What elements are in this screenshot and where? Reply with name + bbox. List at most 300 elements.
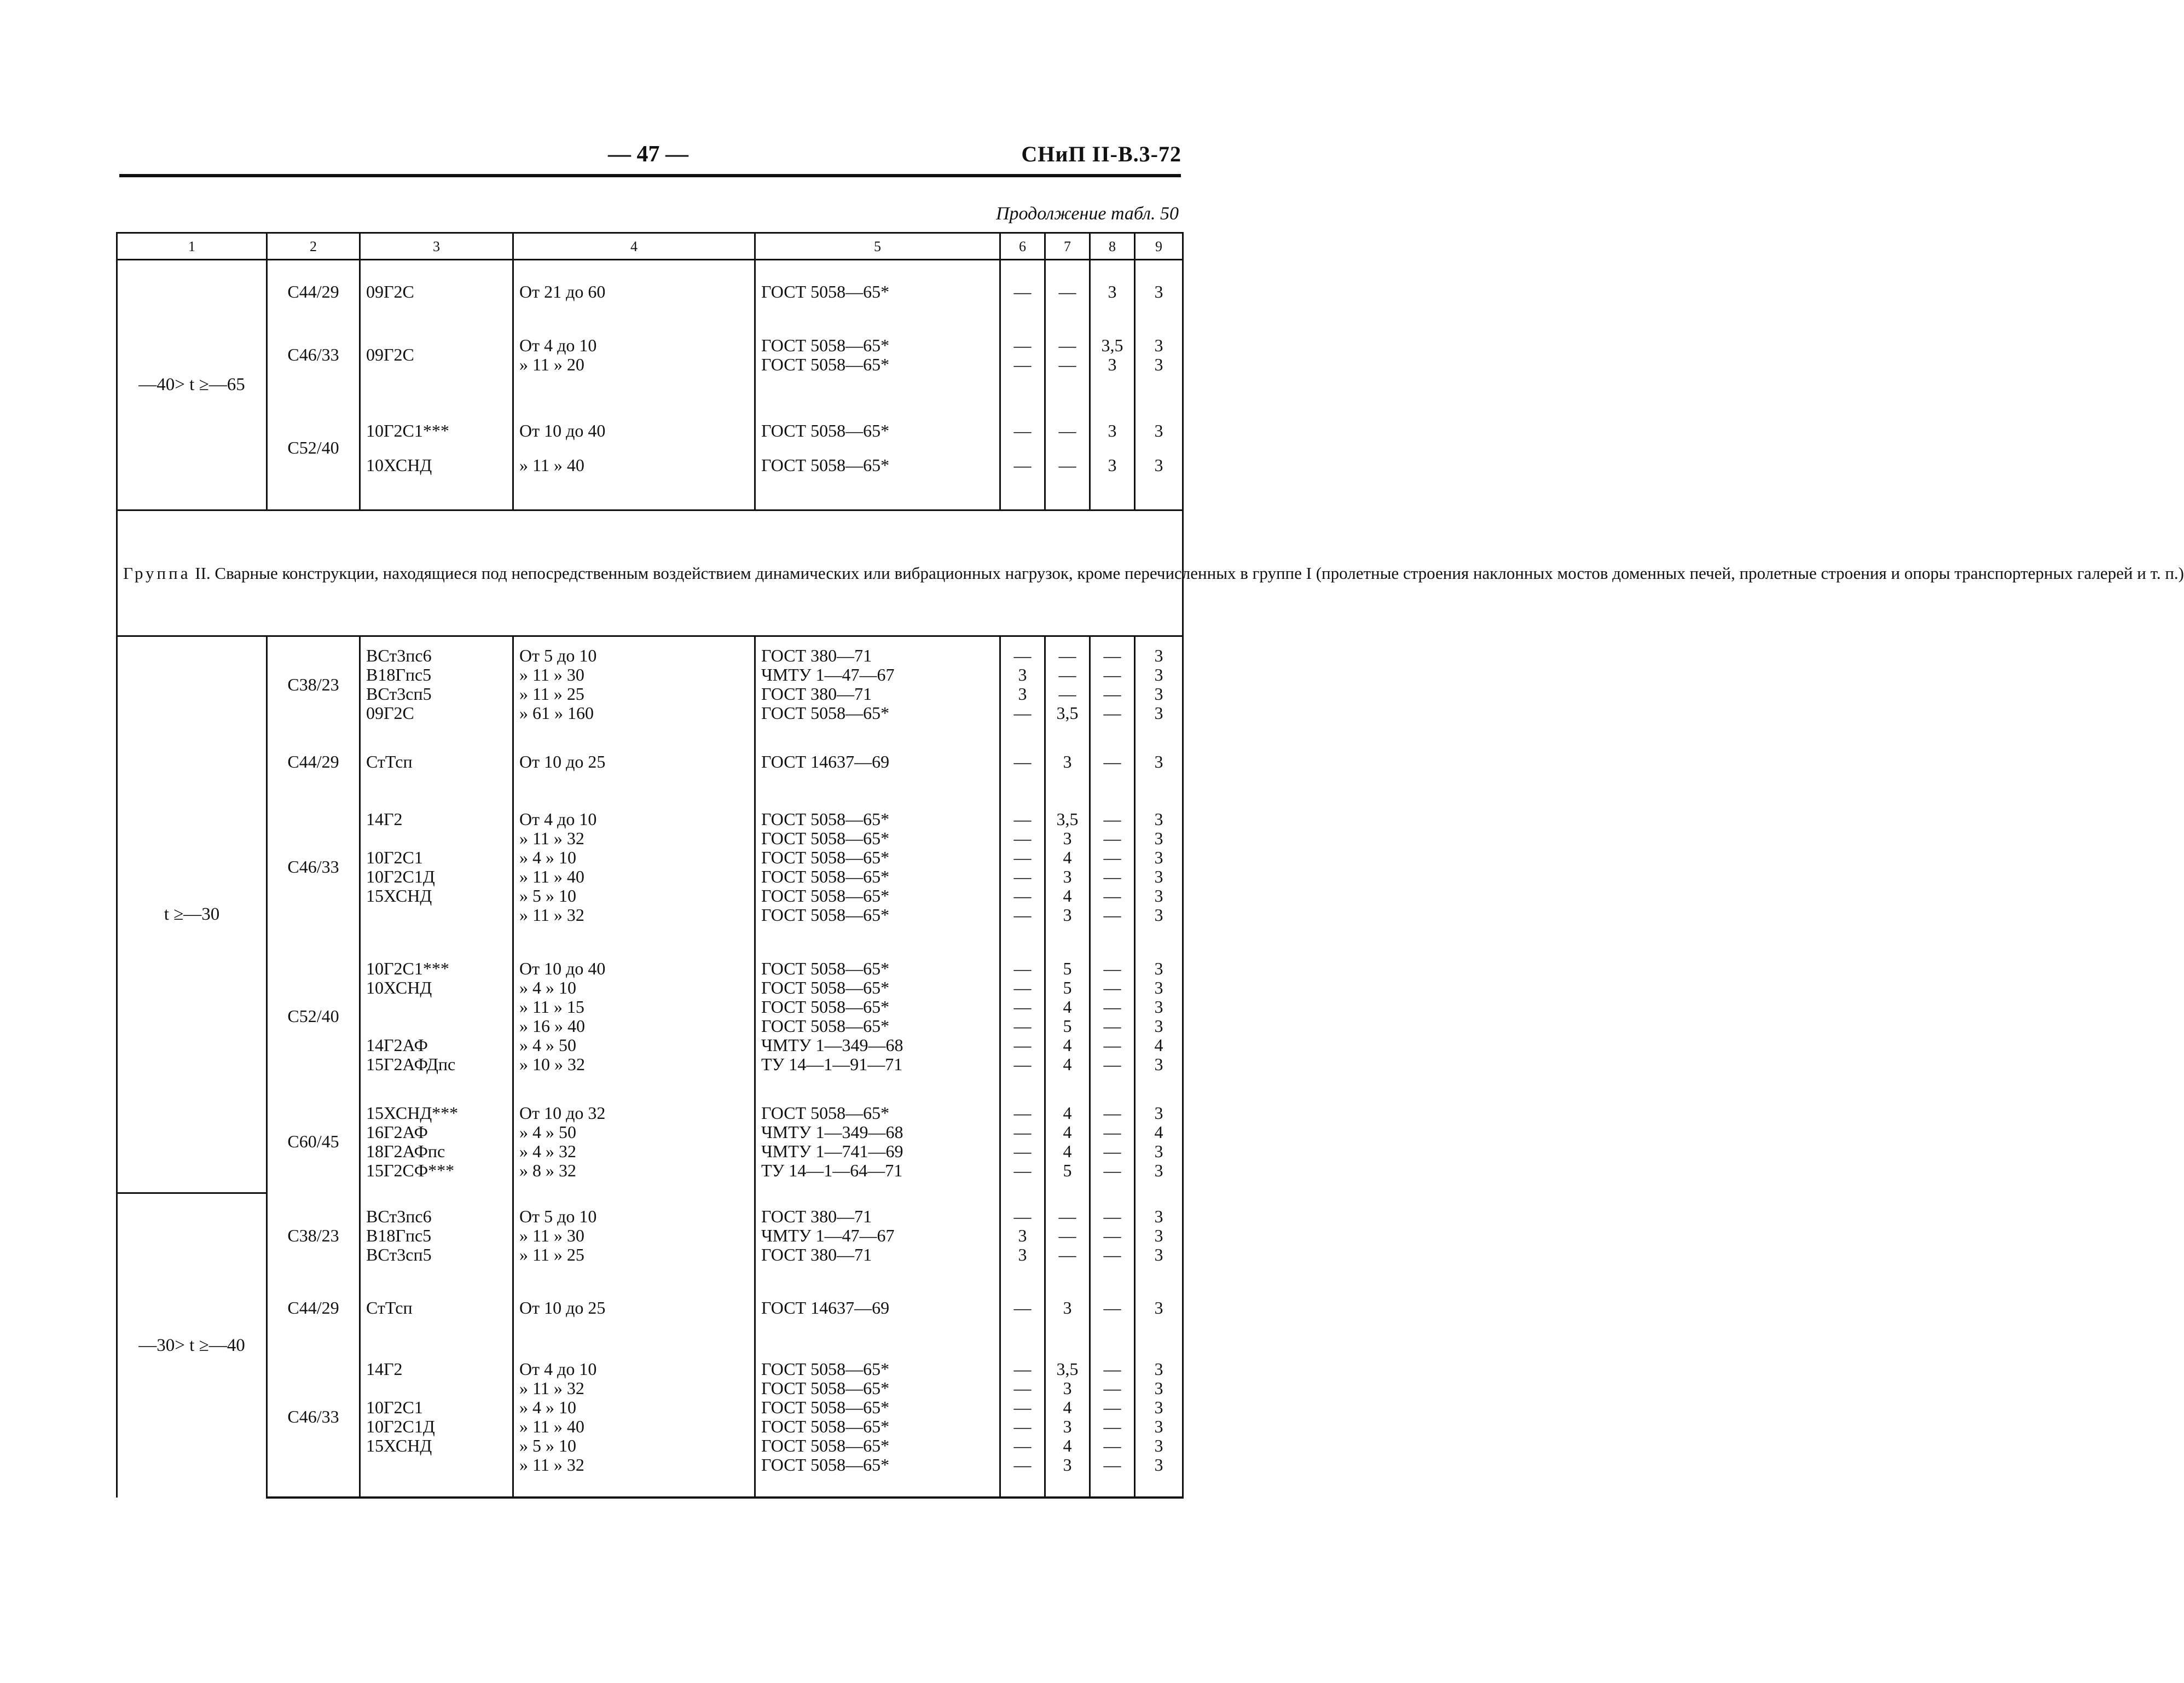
column-number: 3 xyxy=(360,233,513,260)
col8-value: — xyxy=(1103,996,1121,1017)
col6-value: — xyxy=(1013,420,1032,440)
standard-ref: ТУ 14—1—91—71 xyxy=(761,1054,903,1074)
col9-cell xyxy=(1135,1338,1183,1498)
col6-value: — xyxy=(1013,885,1032,906)
steel-grade-cell: С52/40 xyxy=(267,387,360,510)
col9-value: 3 xyxy=(1154,1359,1163,1379)
col7-value: 4 xyxy=(1063,1035,1072,1055)
steel-grade-cell: С52/40 xyxy=(267,943,360,1090)
col7-value: 3 xyxy=(1063,1298,1072,1318)
steel-name: В18Гпс5 xyxy=(366,665,432,685)
steel-cell xyxy=(360,1193,513,1279)
col6-value: 3 xyxy=(1018,1245,1027,1264)
col7-value: — xyxy=(1058,684,1076,704)
col9-cell xyxy=(1135,792,1183,943)
col9-value: 3 xyxy=(1154,752,1163,771)
col8-value: — xyxy=(1103,1359,1121,1379)
group-note-lead: Группа xyxy=(123,563,191,583)
col7-value: 3 xyxy=(1063,904,1072,925)
col9-value: 3 xyxy=(1154,335,1163,355)
thickness-range: » 11 » 25 xyxy=(519,1245,584,1264)
col8-value: — xyxy=(1103,1035,1121,1055)
standard-ref: ГОСТ 5058—65* xyxy=(761,1435,890,1455)
thickness-range: От 10 до 32 xyxy=(519,1102,606,1123)
steel-name: 09Г2С xyxy=(366,345,414,364)
col6-cell xyxy=(1000,1279,1045,1338)
group-note-text: II. Сварные конструкции, находящиеся под непосредственным воздействием динамических или вибрационных нагрузок, кроме перечисленных в группе I (пролетные строения наклонных мостов доменных печей, пролетные строения и опоры транспортерных галерей и т. п.) xyxy=(190,563,2184,583)
col6-cell xyxy=(1000,792,1045,943)
steel-grade-cell: С46/33 xyxy=(267,323,360,387)
standard-ref: ГОСТ 5058—65* xyxy=(761,977,890,997)
thickness-range: От 21 до 60 xyxy=(519,281,606,301)
standard-ref: ГОСТ 5058—65* xyxy=(761,1015,890,1036)
col9-value: 3 xyxy=(1154,866,1163,886)
steel-name: 15Г2АФДпс xyxy=(366,1054,456,1074)
standard-ref: ГОСТ 380—71 xyxy=(761,1206,872,1226)
col6-value: — xyxy=(1013,1206,1032,1226)
standard-ref: ЧМТУ 1—47—67 xyxy=(761,665,895,685)
col6-value: — xyxy=(1013,281,1032,301)
col7-value: 4 xyxy=(1063,1397,1072,1417)
col9-value: 3 xyxy=(1154,977,1163,997)
col7-value: — xyxy=(1058,281,1076,301)
column-number: 5 xyxy=(755,233,1000,260)
steel-name xyxy=(366,906,507,925)
thickness-range: » 5 » 10 xyxy=(519,885,576,906)
col6-cell xyxy=(1000,387,1045,510)
standard-cell xyxy=(755,1279,1000,1338)
col8-cell xyxy=(1090,636,1135,733)
col6-value: — xyxy=(1013,1160,1032,1180)
col8-value: 3 xyxy=(1108,455,1117,475)
thickness-range: » 11 » 32 xyxy=(519,1454,584,1475)
col8-value: — xyxy=(1103,1245,1121,1264)
group-note-row xyxy=(117,510,1183,636)
thickness-cell xyxy=(513,260,755,323)
col8-value: — xyxy=(1103,1416,1121,1436)
col6-value: — xyxy=(1013,646,1032,666)
standard-ref: ГОСТ 5058—65* xyxy=(761,703,890,723)
col6-value: — xyxy=(1013,1015,1032,1036)
steel-cell xyxy=(360,733,513,792)
steel-name: 14Г2АФ xyxy=(366,1035,428,1055)
steel-name: ВСт3пс6 xyxy=(366,1206,432,1226)
thickness-range: » 4 » 10 xyxy=(519,847,576,867)
thickness-range: » 11 » 40 xyxy=(519,455,584,475)
thickness-range: От 5 до 10 xyxy=(519,1206,597,1226)
col9-value: 3 xyxy=(1154,1226,1163,1245)
col9-value: 3 xyxy=(1154,684,1163,704)
standard-ref: ГОСТ 5058—65* xyxy=(761,335,890,355)
standard-ref: ЧМТУ 1—349—68 xyxy=(761,1035,903,1055)
temperature-range-cell: t ≥—30 xyxy=(117,636,267,1193)
col7-value: 4 xyxy=(1063,885,1072,906)
col6-value: — xyxy=(1013,1054,1032,1074)
col7-value: 3 xyxy=(1063,752,1072,771)
thickness-range: » 4 » 10 xyxy=(519,1397,576,1417)
col9-value: 3 xyxy=(1154,1454,1163,1475)
thickness-range: От 10 до 40 xyxy=(519,958,606,978)
steel-name: СтТсп xyxy=(366,752,413,771)
steel-name: 10Г2С1Д xyxy=(366,1416,435,1436)
thickness-range: » 11 » 30 xyxy=(519,665,584,685)
standard-ref: ГОСТ 5058—65* xyxy=(761,1416,890,1436)
thickness-range: » 4 » 50 xyxy=(519,1035,576,1055)
col6-value: — xyxy=(1013,1359,1032,1379)
col9-value: 3 xyxy=(1154,703,1163,723)
standard-ref: ГОСТ 5058—65* xyxy=(761,885,890,906)
col6-cell xyxy=(1000,1090,1045,1193)
temperature-range-cell: —40> t ≥—65 xyxy=(117,260,267,510)
col8-cell xyxy=(1090,1338,1135,1498)
col7-value: — xyxy=(1058,420,1076,440)
col8-value: — xyxy=(1103,646,1121,666)
col8-cell xyxy=(1090,1193,1135,1279)
col9-cell xyxy=(1135,943,1183,1090)
col6-value: 3 xyxy=(1018,665,1027,685)
col7-value: — xyxy=(1058,335,1076,355)
thickness-range: » 11 » 30 xyxy=(519,1226,584,1245)
steel-grade-cell: С60/45 xyxy=(267,1090,360,1193)
thickness-range: » 5 » 10 xyxy=(519,1435,576,1455)
thickness-cell xyxy=(513,943,755,1090)
col8-value: — xyxy=(1103,1435,1121,1455)
col7-value: — xyxy=(1058,1226,1076,1245)
standard-ref: ГОСТ 5058—65* xyxy=(761,1378,890,1398)
steel-name: 16Г2АФ xyxy=(366,1122,428,1142)
col9-value: 3 xyxy=(1154,809,1163,829)
col9-value: 3 xyxy=(1154,1206,1163,1226)
col9-value: 3 xyxy=(1154,996,1163,1017)
col8-value: — xyxy=(1103,847,1121,867)
col8-value: — xyxy=(1103,977,1121,997)
thickness-range: » 11 » 15 xyxy=(519,996,584,1017)
standard-ref: ГОСТ 5058—65* xyxy=(761,281,890,301)
steel-grade-cell: С44/29 xyxy=(267,733,360,792)
steel-cell xyxy=(360,1338,513,1498)
col8-cell xyxy=(1090,1090,1135,1193)
col6-value: — xyxy=(1013,809,1032,829)
thickness-range: От 4 до 10 xyxy=(519,1359,597,1379)
col7-value: 4 xyxy=(1063,1435,1072,1455)
col6-value: — xyxy=(1013,1122,1032,1142)
col7-value: — xyxy=(1058,354,1076,374)
thickness-range: » 11 » 20 xyxy=(519,354,584,374)
col9-value: 3 xyxy=(1154,1102,1163,1123)
col6-value: — xyxy=(1013,996,1032,1017)
steel-name: 10Г2С1Д xyxy=(366,866,435,886)
column-number: 2 xyxy=(267,233,360,260)
table-row xyxy=(117,792,1183,943)
col9-value: 3 xyxy=(1154,1298,1163,1318)
col7-value: 3 xyxy=(1063,828,1072,848)
thickness-range: » 11 » 40 xyxy=(519,866,584,886)
steel-name xyxy=(366,1017,507,1036)
col7-cell xyxy=(1045,323,1090,387)
col7-value: 3,5 xyxy=(1056,1359,1079,1379)
steel-name: 15Г2СФ*** xyxy=(366,1160,455,1180)
col7-value: 5 xyxy=(1063,1160,1072,1180)
table-row xyxy=(117,387,1183,510)
col8-value: — xyxy=(1103,1015,1121,1036)
col6-cell xyxy=(1000,943,1045,1090)
header-rule xyxy=(119,174,1181,177)
column-number: 1 xyxy=(117,233,267,260)
standard-ref: ГОСТ 5058—65* xyxy=(761,1102,890,1123)
col8-value: — xyxy=(1103,1378,1121,1398)
col6-value: — xyxy=(1013,752,1032,771)
col6-value: — xyxy=(1013,866,1032,886)
table-row xyxy=(117,1338,1183,1498)
steel-name xyxy=(366,1379,507,1398)
table-row xyxy=(117,323,1183,387)
col6-value: — xyxy=(1013,1035,1032,1055)
col7-value: 3 xyxy=(1063,1454,1072,1475)
col7-value: — xyxy=(1058,1206,1076,1226)
col6-cell xyxy=(1000,1193,1045,1279)
standard-cell xyxy=(755,387,1000,510)
col8-value: — xyxy=(1103,665,1121,685)
col6-value: — xyxy=(1013,1416,1032,1436)
col9-cell xyxy=(1135,260,1183,323)
col9-value: 3 xyxy=(1154,958,1163,978)
col8-value: 3 xyxy=(1108,354,1117,374)
col6-cell xyxy=(1000,323,1045,387)
col6-value: — xyxy=(1013,1435,1032,1455)
column-number: 7 xyxy=(1045,233,1090,260)
col9-value: 3 xyxy=(1154,885,1163,906)
col9-value: 3 xyxy=(1154,1378,1163,1398)
thickness-range: От 10 до 40 xyxy=(519,420,606,440)
col6-value: — xyxy=(1013,1454,1032,1475)
steel-name: 15ХСНД*** xyxy=(366,1102,459,1123)
col9-value: 4 xyxy=(1154,1035,1163,1055)
steel-requirements-table xyxy=(116,232,2184,1499)
col8-value: — xyxy=(1103,866,1121,886)
standard-cell xyxy=(755,260,1000,323)
thickness-range: От 4 до 10 xyxy=(519,809,597,829)
col6-value: — xyxy=(1013,1141,1032,1161)
steel-cell xyxy=(360,792,513,943)
col7-cell xyxy=(1045,1279,1090,1338)
thickness-cell xyxy=(513,1338,755,1498)
col7-value: 3,5 xyxy=(1056,703,1079,723)
col8-value: 3 xyxy=(1108,420,1117,440)
standard-ref: ГОСТ 5058—65* xyxy=(761,996,890,1017)
col7-value: 3 xyxy=(1063,866,1072,886)
standard-ref: ГОСТ 5058—65* xyxy=(761,1397,890,1417)
standard-ref: ГОСТ 5058—65* xyxy=(761,958,890,978)
col9-value: 3 xyxy=(1154,420,1163,440)
steel-name: В18Гпс5 xyxy=(366,1226,432,1245)
thickness-range: » 10 » 32 xyxy=(519,1054,585,1074)
col9-value: 3 xyxy=(1154,1435,1163,1455)
standard-ref: ГОСТ 14637—69 xyxy=(761,1298,890,1318)
thickness-cell xyxy=(513,733,755,792)
thickness-range: » 8 » 32 xyxy=(519,1160,576,1180)
col8-value: — xyxy=(1103,1454,1121,1475)
standard-cell xyxy=(755,1338,1000,1498)
col9-value: 3 xyxy=(1154,847,1163,867)
col7-value: 4 xyxy=(1063,1102,1072,1123)
steel-name: 09Г2С xyxy=(366,281,414,301)
col6-cell xyxy=(1000,1338,1045,1498)
thickness-range: » 4 » 32 xyxy=(519,1141,576,1161)
table-row xyxy=(117,943,1183,1090)
col7-value: 4 xyxy=(1063,1122,1072,1142)
table-body xyxy=(117,233,2184,1498)
col6-value: — xyxy=(1013,977,1032,997)
col8-value: — xyxy=(1103,1122,1121,1142)
standard-ref: ГОСТ 5058—65* xyxy=(761,828,890,848)
standard-ref: ГОСТ 5058—65* xyxy=(761,866,890,886)
col8-cell xyxy=(1090,260,1135,323)
col8-value: — xyxy=(1103,1160,1121,1180)
col7-value: 3 xyxy=(1063,1416,1072,1436)
page-number: — 47 — xyxy=(608,142,688,167)
col8-value: — xyxy=(1103,809,1121,829)
col8-value: — xyxy=(1103,1141,1121,1161)
col9-value: 3 xyxy=(1154,904,1163,925)
steel-name: 15ХСНД xyxy=(366,1435,432,1455)
col9-value: 4 xyxy=(1154,1122,1163,1142)
col9-value: 3 xyxy=(1154,1397,1163,1417)
table-row xyxy=(117,260,1183,323)
standard-cell xyxy=(755,1090,1000,1193)
col8-value: — xyxy=(1103,1206,1121,1226)
col7-cell xyxy=(1045,636,1090,733)
column-number-row xyxy=(117,233,1183,260)
col6-value: — xyxy=(1013,354,1032,374)
col9-cell xyxy=(1135,733,1183,792)
col8-cell xyxy=(1090,387,1135,510)
col6-value: 3 xyxy=(1018,1226,1027,1245)
col7-cell xyxy=(1045,792,1090,943)
col9-cell xyxy=(1135,387,1183,510)
thickness-range: » 11 » 32 xyxy=(519,904,584,925)
steel-name: 14Г2 xyxy=(366,1359,403,1379)
col9-cell xyxy=(1135,1090,1183,1193)
table-continuation-caption: Продолжение табл. 50 xyxy=(995,204,1179,224)
col7-cell xyxy=(1045,1338,1090,1498)
steel-name: 10Г2С1*** xyxy=(366,958,449,978)
thickness-range: От 4 до 10 xyxy=(519,335,597,355)
steel-name xyxy=(366,997,507,1017)
column-number: 8 xyxy=(1090,233,1135,260)
col7-value: 5 xyxy=(1063,1015,1072,1036)
steel-cell xyxy=(360,943,513,1090)
thickness-range: » 4 » 10 xyxy=(519,977,576,997)
steel-grade-cell: С44/29 xyxy=(267,1279,360,1338)
steel-grade-cell: С46/33 xyxy=(267,1338,360,1498)
steel-grade-cell: С46/33 xyxy=(267,792,360,943)
col7-cell xyxy=(1045,260,1090,323)
col8-value: 3,5 xyxy=(1101,335,1123,355)
steel-name: 10Г2С1 xyxy=(366,1397,423,1417)
col6-value: — xyxy=(1013,904,1032,925)
thickness-cell xyxy=(513,792,755,943)
standard-ref: ГОСТ 5058—65* xyxy=(761,1359,890,1379)
col7-cell xyxy=(1045,1193,1090,1279)
steel-cell xyxy=(360,260,513,323)
steel-cell xyxy=(360,1090,513,1193)
col8-value: — xyxy=(1103,1102,1121,1123)
temperature-range-cell: —30> t ≥—40 xyxy=(117,1193,267,1498)
col8-value: — xyxy=(1103,885,1121,906)
col8-cell xyxy=(1090,323,1135,387)
steel-name: ВСт3сп5 xyxy=(366,1245,432,1264)
standard-cell xyxy=(755,323,1000,387)
steel-grade-cell: С38/23 xyxy=(267,1193,360,1279)
col9-value: 3 xyxy=(1154,1054,1163,1074)
steel-name: 14Г2 xyxy=(366,809,403,829)
col8-cell xyxy=(1090,792,1135,943)
col7-value: 5 xyxy=(1063,958,1072,978)
table-row xyxy=(117,733,1183,792)
standard-ref: ГОСТ 14637—69 xyxy=(761,752,890,771)
col8-value: — xyxy=(1103,958,1121,978)
col9-cell xyxy=(1135,323,1183,387)
document-code: СНиП II-В.3-72 xyxy=(1021,142,1181,166)
standard-ref: ГОСТ 380—71 xyxy=(761,1245,872,1264)
col9-value: 3 xyxy=(1154,646,1163,666)
col6-value: — xyxy=(1013,828,1032,848)
steel-name: 10ХСНД xyxy=(366,455,432,475)
table-row xyxy=(117,1279,1183,1338)
thickness-range: От 10 до 25 xyxy=(519,1298,606,1318)
steel-name: ВСт3сп5 xyxy=(366,684,432,704)
standard-cell xyxy=(755,943,1000,1090)
col9-value: 3 xyxy=(1154,1160,1163,1180)
standard-ref: ЧМТУ 1—47—67 xyxy=(761,1226,895,1245)
col8-value: — xyxy=(1103,1054,1121,1074)
thickness-cell xyxy=(513,323,755,387)
steel-grade-cell: С38/23 xyxy=(267,636,360,733)
standard-ref: ГОСТ 5058—65* xyxy=(761,904,890,925)
column-number: 6 xyxy=(1000,233,1045,260)
table-row xyxy=(117,1090,1183,1193)
col8-cell xyxy=(1090,733,1135,792)
thickness-range: От 10 до 25 xyxy=(519,752,606,771)
standard-ref: ГОСТ 5058—65* xyxy=(761,809,890,829)
steel-cell xyxy=(360,1279,513,1338)
thickness-range: » 4 » 50 xyxy=(519,1122,576,1142)
standard-cell xyxy=(755,792,1000,943)
col7-value: 4 xyxy=(1063,996,1072,1017)
steel-name: 10ХСНД xyxy=(366,977,432,997)
col9-cell xyxy=(1135,636,1183,733)
thickness-range: » 61 » 160 xyxy=(519,703,594,723)
steel-name xyxy=(366,1455,507,1475)
col6-cell xyxy=(1000,733,1045,792)
col8-value: — xyxy=(1103,703,1121,723)
col7-value: 5 xyxy=(1063,977,1072,997)
col8-value: — xyxy=(1103,904,1121,925)
steel-name xyxy=(366,829,507,848)
col6-value: — xyxy=(1013,958,1032,978)
thickness-range: » 11 » 25 xyxy=(519,684,584,704)
col8-value: — xyxy=(1103,1298,1121,1318)
col7-cell xyxy=(1045,943,1090,1090)
col6-cell xyxy=(1000,260,1045,323)
column-number: 4 xyxy=(513,233,755,260)
col8-cell xyxy=(1090,1279,1135,1338)
col7-value: — xyxy=(1058,646,1076,666)
steel-name: 10Г2С1 xyxy=(366,847,423,867)
col9-value: 3 xyxy=(1154,1416,1163,1436)
standard-ref: ГОСТ 380—71 xyxy=(761,646,872,666)
col8-value: 3 xyxy=(1108,281,1117,301)
